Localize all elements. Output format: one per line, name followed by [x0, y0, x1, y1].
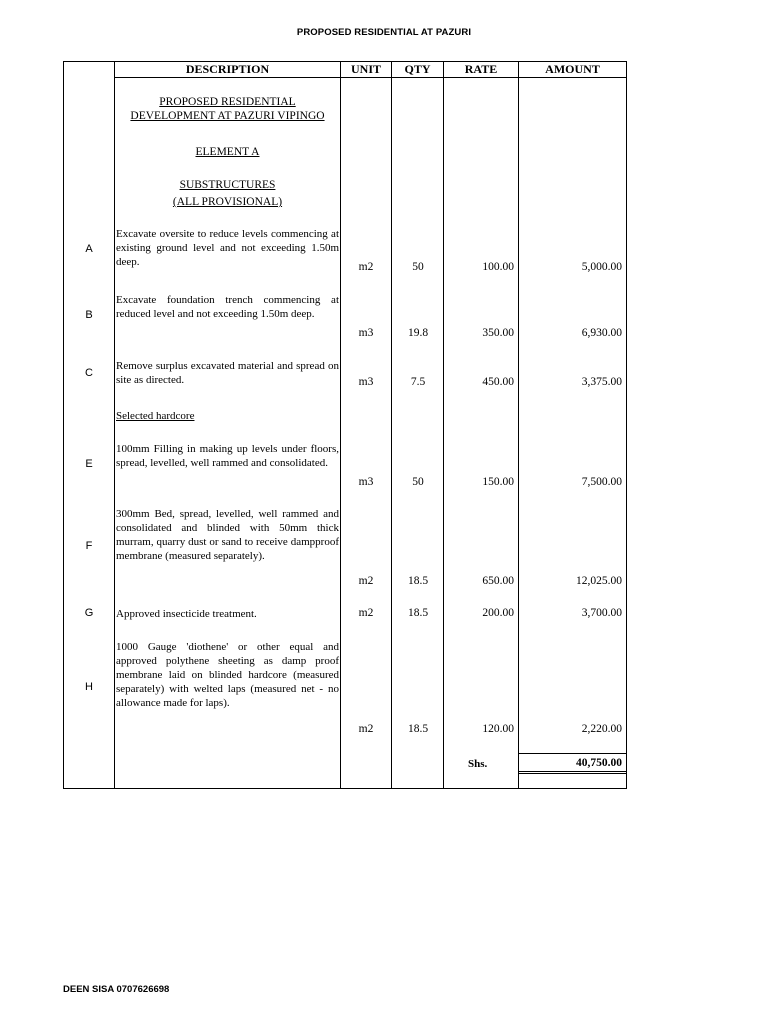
item-description: Approved insecticide treatment.: [116, 608, 257, 620]
total-label: Shs.: [468, 758, 488, 770]
table-border-left: [63, 61, 64, 789]
table-border-right: [626, 61, 627, 789]
total-rule-lower: [518, 773, 627, 774]
item-qty: 50: [412, 261, 424, 273]
item-amount: 3,700.00: [581, 607, 622, 619]
item-amount: 5,000.00: [581, 261, 622, 273]
item-unit: m3: [358, 327, 374, 339]
item-amount: 3,375.00: [581, 376, 622, 388]
item-ref: E: [85, 458, 93, 470]
header-unit: UNIT: [350, 62, 381, 76]
item-amount: 7,500.00: [581, 476, 622, 488]
column-divider-description: [340, 61, 341, 789]
item-description: Excavate foundation trench commencing at reduced level and not exceeding 1.50m deep.: [116, 294, 339, 320]
item-qty: 18.5: [407, 575, 429, 587]
column-divider-qty: [443, 61, 444, 789]
item-ref: B: [85, 309, 93, 321]
element-heading: ELEMENT A: [195, 146, 260, 158]
item-qty: 18.5: [407, 723, 429, 735]
total-rule-upper: [518, 771, 627, 772]
header-qty: QTY: [404, 62, 431, 76]
item-description: 300mm Bed, spread, levelled, well rammed and consolidated and blinded with 50mm thick murram, quarry dust or sand to receive dampproof membrane (measured separately).: [116, 508, 339, 562]
item-rate: 650.00: [482, 575, 514, 587]
header-amount: AMOUNT: [545, 62, 600, 76]
item-rate: 100.00: [482, 261, 514, 273]
column-divider-rate: [518, 61, 519, 789]
item-amount: 12,025.00: [576, 575, 622, 587]
item-qty: 50: [412, 476, 424, 488]
item-unit: m2: [358, 261, 374, 273]
page-title: PROPOSED RESIDENTIAL AT PAZURI: [296, 27, 472, 38]
total-rule-top: [518, 753, 627, 754]
item-ref: H: [85, 681, 93, 693]
footer-contact: DEEN SISA 0707626698: [63, 984, 170, 995]
subheading-selected-hardcore: Selected hardcore: [116, 410, 195, 422]
item-ref: A: [85, 243, 93, 255]
project-title-line1: PROPOSED RESIDENTIAL: [159, 96, 296, 108]
section-heading-line1: SUBSTRUCTURES: [179, 179, 276, 191]
item-amount: 2,220.00: [581, 723, 622, 735]
item-rate: 150.00: [482, 476, 514, 488]
item-rate: 120.00: [482, 723, 514, 735]
item-unit: m2: [358, 723, 374, 735]
item-unit: m3: [358, 476, 374, 488]
column-divider-unit: [391, 61, 392, 789]
header-rule: [115, 77, 627, 78]
item-unit: m3: [358, 376, 374, 388]
header-description: DESCRIPTION: [185, 62, 270, 76]
item-amount: 6,930.00: [581, 327, 622, 339]
item-description: 1000 Gauge 'diothene' or other equal and approved polythene sheeting as damp proof membrane laid on blinded hardcore (measured separately) with welted laps (measured net - no allowance made for laps).: [116, 641, 339, 709]
project-title-line2: DEVELOPMENT AT PAZURI VIPINGO: [130, 110, 325, 122]
item-rate: 350.00: [482, 327, 514, 339]
item-qty: 7.5: [410, 376, 426, 388]
table-border-bottom: [63, 788, 627, 789]
item-unit: m2: [358, 607, 374, 619]
item-qty: 19.8: [407, 327, 429, 339]
item-rate: 450.00: [482, 376, 514, 388]
item-description: Remove surplus excavated material and spread on site as directed.: [116, 360, 339, 386]
item-description: Excavate oversite to reduce levels commencing at existing ground level and not exceeding 1.50m deep.: [116, 228, 339, 268]
column-divider-ref: [114, 61, 115, 789]
header-rate: RATE: [464, 62, 498, 76]
item-qty: 18.5: [407, 607, 429, 619]
item-ref: G: [84, 607, 94, 619]
section-heading-line2: (ALL PROVISIONAL): [172, 196, 283, 208]
item-unit: m2: [358, 575, 374, 587]
item-ref: F: [85, 540, 93, 552]
item-description: 100mm Filling in making up levels under floors, spread, levelled, well rammed and consolidated.: [116, 443, 339, 469]
total-amount: 40,750.00: [576, 757, 622, 769]
item-ref: C: [85, 367, 93, 379]
item-rate: 200.00: [482, 607, 514, 619]
